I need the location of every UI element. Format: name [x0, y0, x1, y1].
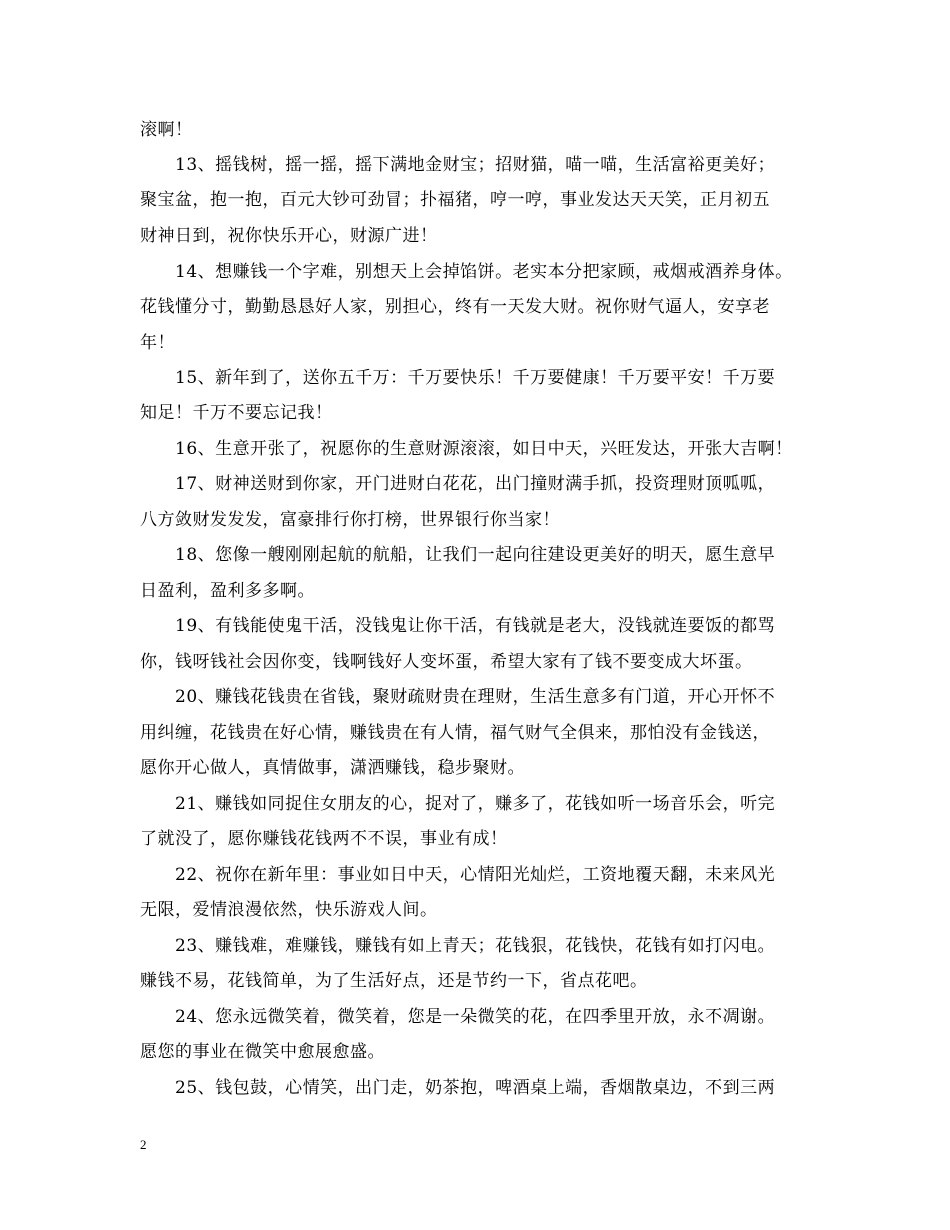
- text-line: 用纠缠，花钱贵在好心情，赚钱贵在有人情，福气财气全俱来，那怕没有金钱送，: [140, 723, 770, 743]
- text-line: 18、您像一艘刚刚起航的航船，让我们一起向往建设更美好的明天，愿生意早: [175, 545, 776, 565]
- text-line: 八方敛财发发发，富豪排行你打榜，世界银行你当家！: [140, 510, 560, 530]
- text-line: 年！: [140, 333, 175, 353]
- text-line: 14、想赚钱一个字难，别想天上会掉馅饼。老实本分把家顾，戒烟戒酒养身体。: [175, 262, 793, 282]
- text-line: 19、有钱能使鬼干活，没钱鬼让你干活，有钱就是老大，没钱就连要饭的都骂: [175, 616, 776, 636]
- text-line: 你，钱呀钱社会因你变，钱啊钱好人变坏蛋，希望大家有了钱不要变成大坏蛋。: [140, 652, 753, 672]
- text-line: 25、钱包鼓，心情笑，出门走，奶茶抱，啤酒桌上端，香烟散桌边，不到三两: [175, 1078, 776, 1098]
- page-number: 2: [140, 1137, 147, 1152]
- text-line: 20、赚钱花钱贵在省钱，聚财疏财贵在理财，生活生意多有门道，开心开怀不: [175, 687, 776, 707]
- text-line: 15、新年到了，送你五千万：千万要快乐！千万要健康！千万要平安！千万要: [175, 368, 776, 388]
- text-line: 23、赚钱难，难赚钱，赚钱有如上青天；花钱狠，花钱快，花钱有如打闪电。: [175, 936, 776, 956]
- text-line: 了就没了，愿你赚钱花钱两不不误，事业有成！: [140, 829, 508, 849]
- text-line: 21、赚钱如同捉住女朋友的心，捉对了，赚多了，花钱如听一场音乐会，听完: [175, 794, 776, 814]
- text-line: 16、生意开张了，祝愿你的生意财源滚滚，如日中天，兴旺发达，开张大吉啊！: [175, 439, 793, 459]
- text-line: 聚宝盆，抱一抱，百元大钞可劲冒；扑福猪，哼一哼，事业发达天天笑，正月初五: [140, 190, 770, 210]
- text-line: 知足！千万不要忘记我！: [140, 403, 333, 423]
- text-line: 24、您永远微笑着，微笑着，您是一朵微笑的花，在四季里开放，永不凋谢。: [175, 1007, 776, 1027]
- text-line: 无限，爱情浪漫依然，快乐游戏人间。: [140, 900, 438, 920]
- text-line: 13、摇钱树，摇一摇，摇下满地金财宝；招财猫，喵一喵，生活富裕更美好；: [175, 155, 776, 175]
- text-line: 日盈利，盈利多多啊。: [140, 581, 315, 601]
- text-line: 滚啊！: [140, 120, 193, 140]
- text-line: 17、财神送财到你家，开门进财白花花，出门撞财满手抓，投资理财顶呱呱，: [175, 474, 776, 494]
- text-line: 22、祝你在新年里：事业如日中天，心情阳光灿烂，工资地覆天翻，未来风光: [175, 865, 776, 885]
- text-line: 愿你开心做人，真情做事，潇洒赚钱，稳步聚财。: [140, 758, 525, 778]
- text-line: 花钱懂分寸，勤勤恳恳好人家，别担心，终有一天发大财。祝你财气逼人，安享老: [140, 297, 770, 317]
- text-line: 愿您的事业在微笑中愈展愈盛。: [140, 1042, 385, 1062]
- text-line: 财神日到，祝你快乐开心，财源广进！: [140, 226, 438, 246]
- text-line: 赚钱不易，花钱简单，为了生活好点，还是节约一下，省点花吧。: [140, 971, 648, 991]
